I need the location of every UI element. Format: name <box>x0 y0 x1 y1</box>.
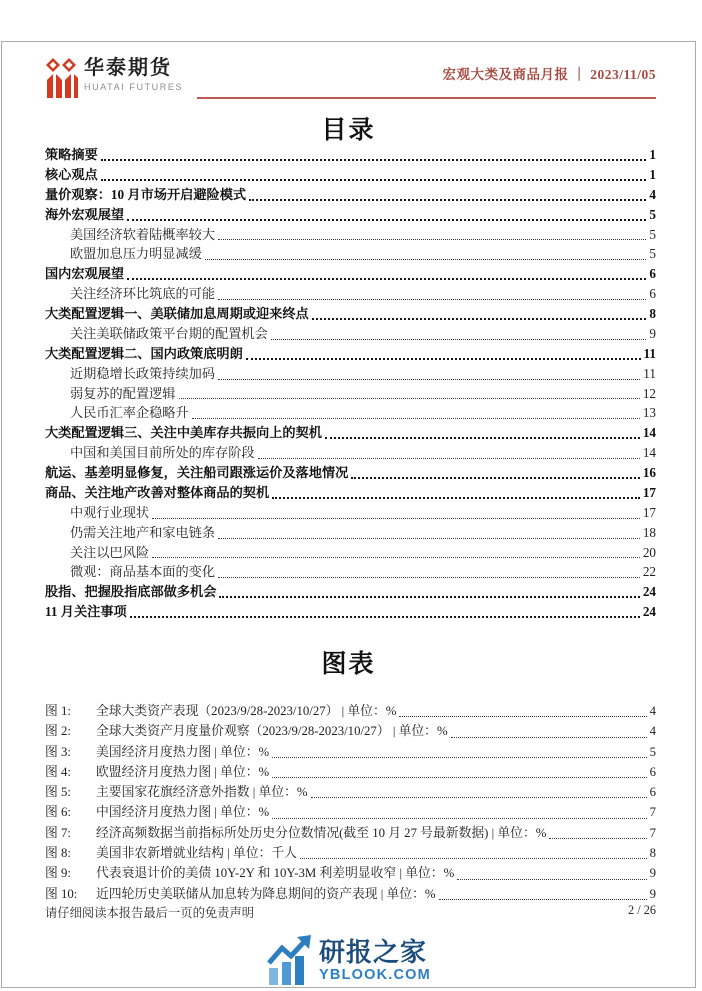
figure-entry-label: 图 5: <box>45 785 71 800</box>
figure-entry-label: 图 6: <box>45 805 71 820</box>
toc-entry-row <box>45 543 656 563</box>
toc-entry-page-number: 1 <box>649 147 656 162</box>
figure-entry-row <box>45 742 656 762</box>
dot-leader <box>312 304 647 324</box>
toc-entry-page-number: 5 <box>649 246 656 262</box>
figure-entry-text[interactable]: 美国非农新增就业结构 | 单位：千人 <box>96 846 297 861</box>
dot-leader <box>451 721 647 741</box>
figure-entry-row <box>45 782 656 802</box>
figure-entry-page-number: 9 <box>649 866 656 881</box>
figure-entry-label: 图 8: <box>45 846 71 861</box>
huatai-logo-icon <box>45 57 78 98</box>
figure-entry-row <box>45 701 656 721</box>
toc-entry-page-number: 1 <box>649 166 656 182</box>
toc-entry-page-number: 12 <box>642 385 656 401</box>
toc-entry-page-number: 14 <box>642 445 656 461</box>
toc-entry-row <box>45 264 656 284</box>
dot-leader <box>205 244 647 264</box>
dot-leader <box>271 324 647 344</box>
toc-entry-text[interactable]: 股指、把握股指底部做多机会 <box>45 584 217 600</box>
disclaimer-text: 请仔细阅读本报告最后一页的免责声明 <box>45 906 255 920</box>
figure-entry-page-number: 8 <box>649 846 656 861</box>
toc-entry-row <box>45 165 656 185</box>
toc-entry-page-number: 17 <box>642 484 656 500</box>
dot-leader <box>218 284 646 304</box>
dot-leader <box>101 165 647 185</box>
figure-entry-row <box>45 843 656 863</box>
company-logo <box>45 57 183 98</box>
figure-entry-page-number: 4 <box>649 724 656 739</box>
toc-entry-page-number: 16 <box>642 465 656 480</box>
company-name-cn: 华泰期货 <box>84 57 172 79</box>
toc-entry-page-number: 14 <box>642 425 656 441</box>
toc-entry-page-number: 13 <box>642 405 656 421</box>
toc-entry-text[interactable]: 海外宏观展望 <box>45 206 125 222</box>
toc-entry-text[interactable]: 中观行业现状 <box>70 504 150 520</box>
figure-entry-row <box>45 802 656 822</box>
toc-entry-page-number: 6 <box>649 286 656 302</box>
toc-entry-page-number: 5 <box>649 226 656 242</box>
header-separator: ｜ <box>572 67 587 82</box>
dot-leader <box>439 884 647 904</box>
toc-entry-row <box>45 423 656 443</box>
toc-entry-text[interactable]: 微观：商品基本面的变化 <box>70 564 216 580</box>
toc-entry-page-number: 24 <box>642 584 656 600</box>
toc-entry-row <box>45 324 656 344</box>
figure-entry-label: 图 3: <box>45 744 71 759</box>
toc-entry-page-number: 18 <box>642 524 656 540</box>
toc-entry-row <box>45 145 656 165</box>
figure-entry-page-number: 6 <box>649 764 656 779</box>
toc-entry-row <box>45 364 656 384</box>
toc-entry-row <box>45 523 656 543</box>
toc-entry-page-number: 9 <box>649 325 656 341</box>
toc-entry-row <box>45 483 656 503</box>
dot-leader <box>219 582 639 602</box>
dot-leader <box>101 145 647 165</box>
dot-leader <box>218 523 640 543</box>
dot-leader <box>272 762 646 782</box>
watermark-site-url: YBLOOK.COM <box>319 966 431 983</box>
toc-entry-text[interactable]: 大类配置逻辑一、美联储加息周期或迎来终点 <box>45 306 309 321</box>
toc-entry-row <box>45 344 656 364</box>
watermark-chart-icon <box>266 935 312 985</box>
dot-leader <box>218 562 640 582</box>
toc-entry-text[interactable]: 大类配置逻辑三、关注中美库存共振向上的契机 <box>45 425 322 441</box>
toc-entry-row <box>45 384 656 404</box>
figure-entry-page-number: 7 <box>649 825 656 840</box>
report-type-and-date <box>442 63 656 83</box>
figure-entry-row <box>45 863 656 883</box>
toc-entry-text[interactable]: 航运、基差明显修复，关注船司跟涨运价及落地情况 <box>45 465 349 480</box>
dot-leader <box>179 384 640 404</box>
header-divider-line <box>197 97 656 99</box>
figure-entry-row <box>45 884 656 904</box>
figure-entry-label: 图 2: <box>45 724 71 739</box>
figures-section-title: 图表 <box>321 650 376 678</box>
figure-entry-label: 图 1: <box>45 704 71 718</box>
toc-section-title: 目录 <box>321 116 376 144</box>
dot-leader <box>311 782 647 802</box>
toc-entry-page-number: 4 <box>649 186 656 202</box>
toc-entry-row <box>45 503 656 523</box>
toc-entry-text[interactable]: 关注以巴风险 <box>70 544 150 560</box>
figure-entry-text[interactable]: 美国经济月度热力图 | 单位：% <box>96 744 270 759</box>
toc-entry-row <box>45 602 656 622</box>
toc-entry-row <box>45 205 656 225</box>
figure-entry-text[interactable]: 经济高频数据当前指标所处历史分位数情况(截至 10 月 27 号最新数据) | 单位：% <box>96 825 547 840</box>
toc-entry-text[interactable]: 人民币汇率企稳略升 <box>70 405 189 421</box>
toc-entry-page-number: 17 <box>642 504 656 520</box>
dot-leader <box>246 344 641 364</box>
figure-entry-label: 图 10: <box>45 886 78 901</box>
toc-entry-text[interactable]: 中国和美国目前所处的库存阶段 <box>70 445 255 461</box>
figure-entry-text[interactable]: 主要国家花旗经济意外指数 | 单位：% <box>96 785 308 800</box>
toc-entry-text[interactable]: 国内宏观展望 <box>45 266 125 282</box>
toc-list <box>45 145 656 622</box>
toc-entry-page-number: 22 <box>642 564 656 580</box>
dot-leader <box>192 403 640 423</box>
figure-entry-page-number: 7 <box>649 805 656 820</box>
figure-entry-text[interactable]: 全球大类资产表现（2023/9/28-2023/10/27） | 单位：% <box>96 704 397 718</box>
figure-entry-page-number: 9 <box>649 886 656 901</box>
figure-entry-text[interactable]: 全球大类资产月度量价观察（2023/9/28-2023/10/27） | 单位：% <box>96 724 448 739</box>
dot-leader <box>457 863 646 883</box>
figure-entry-label: 图 4: <box>45 764 71 779</box>
report-type-label: 宏观大类及商品月报 <box>442 67 569 82</box>
toc-entry-row <box>45 582 656 602</box>
toc-entry-page-number: 11 <box>643 365 656 381</box>
dot-leader <box>272 742 646 762</box>
dot-leader <box>351 463 640 483</box>
toc-entry-text[interactable]: 策略摘要 <box>45 147 98 162</box>
watermark-site-name: 研报之家 <box>319 936 428 967</box>
toc-entry-text[interactable]: 关注美联储政策平台期的配置机会 <box>70 325 268 341</box>
toc-entry-text[interactable]: 弱复苏的配置逻辑 <box>70 385 176 401</box>
report-page <box>1 41 696 988</box>
toc-entry-row <box>45 562 656 582</box>
company-name-block <box>84 57 183 92</box>
toc-entry-row <box>45 463 656 483</box>
toc-entry-row <box>45 225 656 245</box>
toc-entry-text[interactable]: 大类配置逻辑二、国内政策底明朗 <box>45 345 243 361</box>
figure-entry-row <box>45 762 656 782</box>
dot-leader <box>130 602 640 622</box>
dot-leader <box>325 423 640 443</box>
toc-entry-page-number: 8 <box>649 306 656 321</box>
toc-entry-row <box>45 403 656 423</box>
report-date: 2023/11/05 <box>590 67 656 82</box>
page-footer <box>45 903 656 921</box>
dot-leader <box>272 802 646 822</box>
toc-entry-row <box>45 185 656 205</box>
toc-entry-text[interactable]: 欧盟加息压力明显减缓 <box>70 246 202 262</box>
dot-leader <box>249 185 646 205</box>
figure-entry-text[interactable]: 代表衰退计价的美债 10Y-2Y 和 10Y-3M 利差明显收窄 | 单位：% <box>96 866 455 881</box>
dot-leader <box>152 503 640 523</box>
figure-entry-page-number: 6 <box>649 785 656 800</box>
figure-entry-row <box>45 721 656 741</box>
dot-leader <box>399 701 646 721</box>
dot-leader <box>218 364 640 384</box>
toc-entry-page-number: 20 <box>642 544 656 560</box>
figure-entry-text[interactable]: 近四轮历史美联储从加息转为降息期间的资产表现 | 单位：% <box>96 886 436 901</box>
figures-list <box>45 701 656 904</box>
figure-entry-text[interactable]: 中国经济月度热力图 | 单位：% <box>96 805 270 820</box>
dot-leader <box>549 823 646 843</box>
watermark-text-block <box>319 938 431 983</box>
toc-entry-text[interactable]: 美国经济软着陆概率较大 <box>70 226 216 242</box>
dot-leader <box>258 443 640 463</box>
toc-entry-row <box>45 284 656 304</box>
toc-entry-row <box>45 443 656 463</box>
toc-entry-page-number: 24 <box>642 604 656 620</box>
dot-leader <box>272 483 640 503</box>
toc-entry-text[interactable]: 11 月关注事项 <box>45 604 127 620</box>
site-watermark <box>2 935 695 985</box>
dot-leader <box>127 264 646 284</box>
figure-entry-text[interactable]: 欧盟经济月度热力图 | 单位：% <box>96 764 270 779</box>
dot-leader <box>218 225 646 245</box>
toc-entry-text[interactable]: 核心观点 <box>45 166 98 182</box>
toc-entry-page-number: 5 <box>649 206 656 222</box>
toc-entry-text[interactable]: 仍需关注地产和家电链条 <box>70 524 216 540</box>
figure-entry-row <box>45 823 656 843</box>
dot-leader <box>300 843 647 863</box>
page-indicator: 2 / 26 <box>627 903 656 917</box>
toc-entry-row <box>45 244 656 264</box>
toc-entry-text[interactable]: 商品、关注地产改善对整体商品的契机 <box>45 484 270 500</box>
toc-entry-row <box>45 304 656 324</box>
company-name-en: HUATAI FUTURES <box>84 82 184 92</box>
figure-entry-page-number: 4 <box>649 704 656 718</box>
dot-leader <box>152 543 640 563</box>
toc-entry-text[interactable]: 关注经济环比筑底的可能 <box>70 286 216 302</box>
figure-entry-label: 图 7: <box>45 825 71 840</box>
toc-entry-page-number: 6 <box>649 266 656 282</box>
toc-entry-text[interactable]: 量价观察：10 月市场开启避险模式 <box>45 186 247 202</box>
dot-leader <box>127 205 646 225</box>
figure-entry-page-number: 5 <box>649 744 656 759</box>
toc-entry-page-number: 11 <box>643 345 656 361</box>
toc-entry-text[interactable]: 近期稳增长政策持续加码 <box>70 365 216 381</box>
figure-entry-label: 图 9: <box>45 866 71 881</box>
